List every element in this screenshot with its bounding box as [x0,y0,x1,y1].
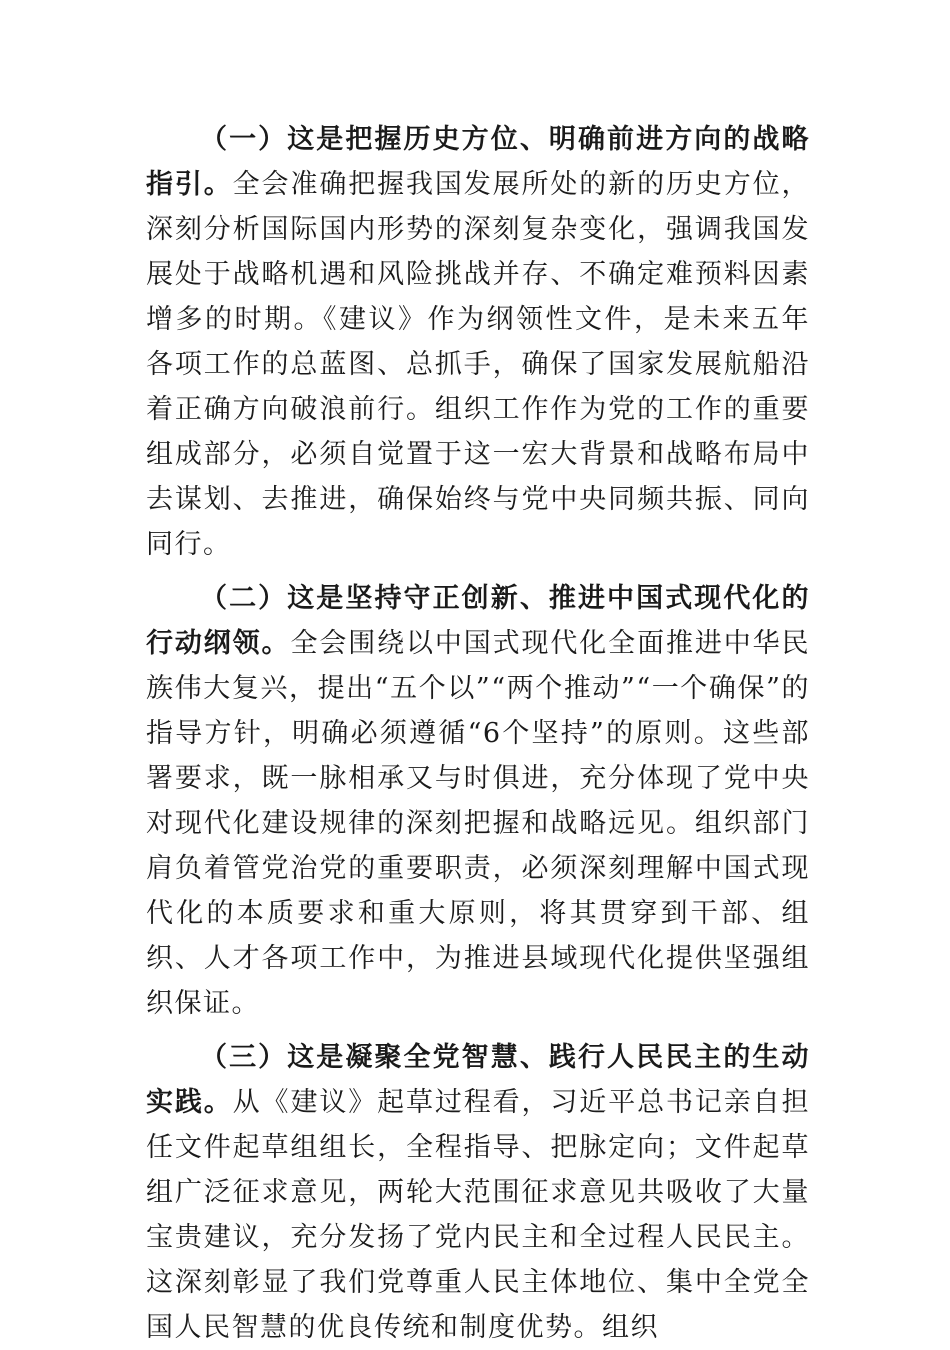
paragraph-2 [146,576,810,1026]
paragraph-2-heading: （二）这是坚持守正创新、推进中国式现代化的行动纲领。 [146,583,810,659]
paragraph-3-heading: （三）这是凝聚全党智慧、践行人民民主的生动实践。 [146,1042,810,1118]
paragraph-3-text: 从《建议》起草过程看，习近平总书记亲自担任文件起草组组长，全程指导、把脉定向；文件起草组广泛征求意见，两轮大范围征求意见共吸收了大量宝贵建议，充分发扬了党内民主和全过程人民民主。这深刻彰显了我们党尊重人民主体地位、集中全党全国人民智慧的优良传统和制度优势。组织 [146,1087,811,1343]
paragraph-1-text: 全会准确把握我国发展所处的新的历史方位，深刻分析国际国内形势的深刻复杂变化，强调我国发展处于战略机遇和风险挑战并存、不确定难预料因素增多的时期。《建议》作为纲领性文件，是未来五年各项工作的总蓝图、总抓手，确保了国家发展航船沿着正确方向破浪前行。组织工作作为党的工作的重要组成部分，必须自觉置于这一宏大背景和战略布局中去谋划、去推进，确保始终与党中央同频共振、同向同行。 [146,169,811,560]
paragraph-2-text: 全会围绕以中国式现代化全面推进中华民族伟大复兴，提出“五个以”“两个推动”“一个确保”的指导方针，明确必须遵循“6个坚持”的原则。这些部署要求，既一脉相承又与时俱进，充分体现了党中央对现代化建设规律的深刻把握和战略远见。组织部门肩负着管党治党的重要职责，必须深刻理解中国式现代化的本质要求和重大原则，将其贯穿到干部、组织、人才各项工作中，为推进县域现代化提供坚强组织保证。 [146,628,811,1019]
paragraph-1 [146,117,810,567]
paragraph-1-heading: （一）这是把握历史方位、明确前进方向的战略指引。 [146,124,810,200]
paragraph-3 [146,1035,810,1350]
document-body [146,117,810,1350]
